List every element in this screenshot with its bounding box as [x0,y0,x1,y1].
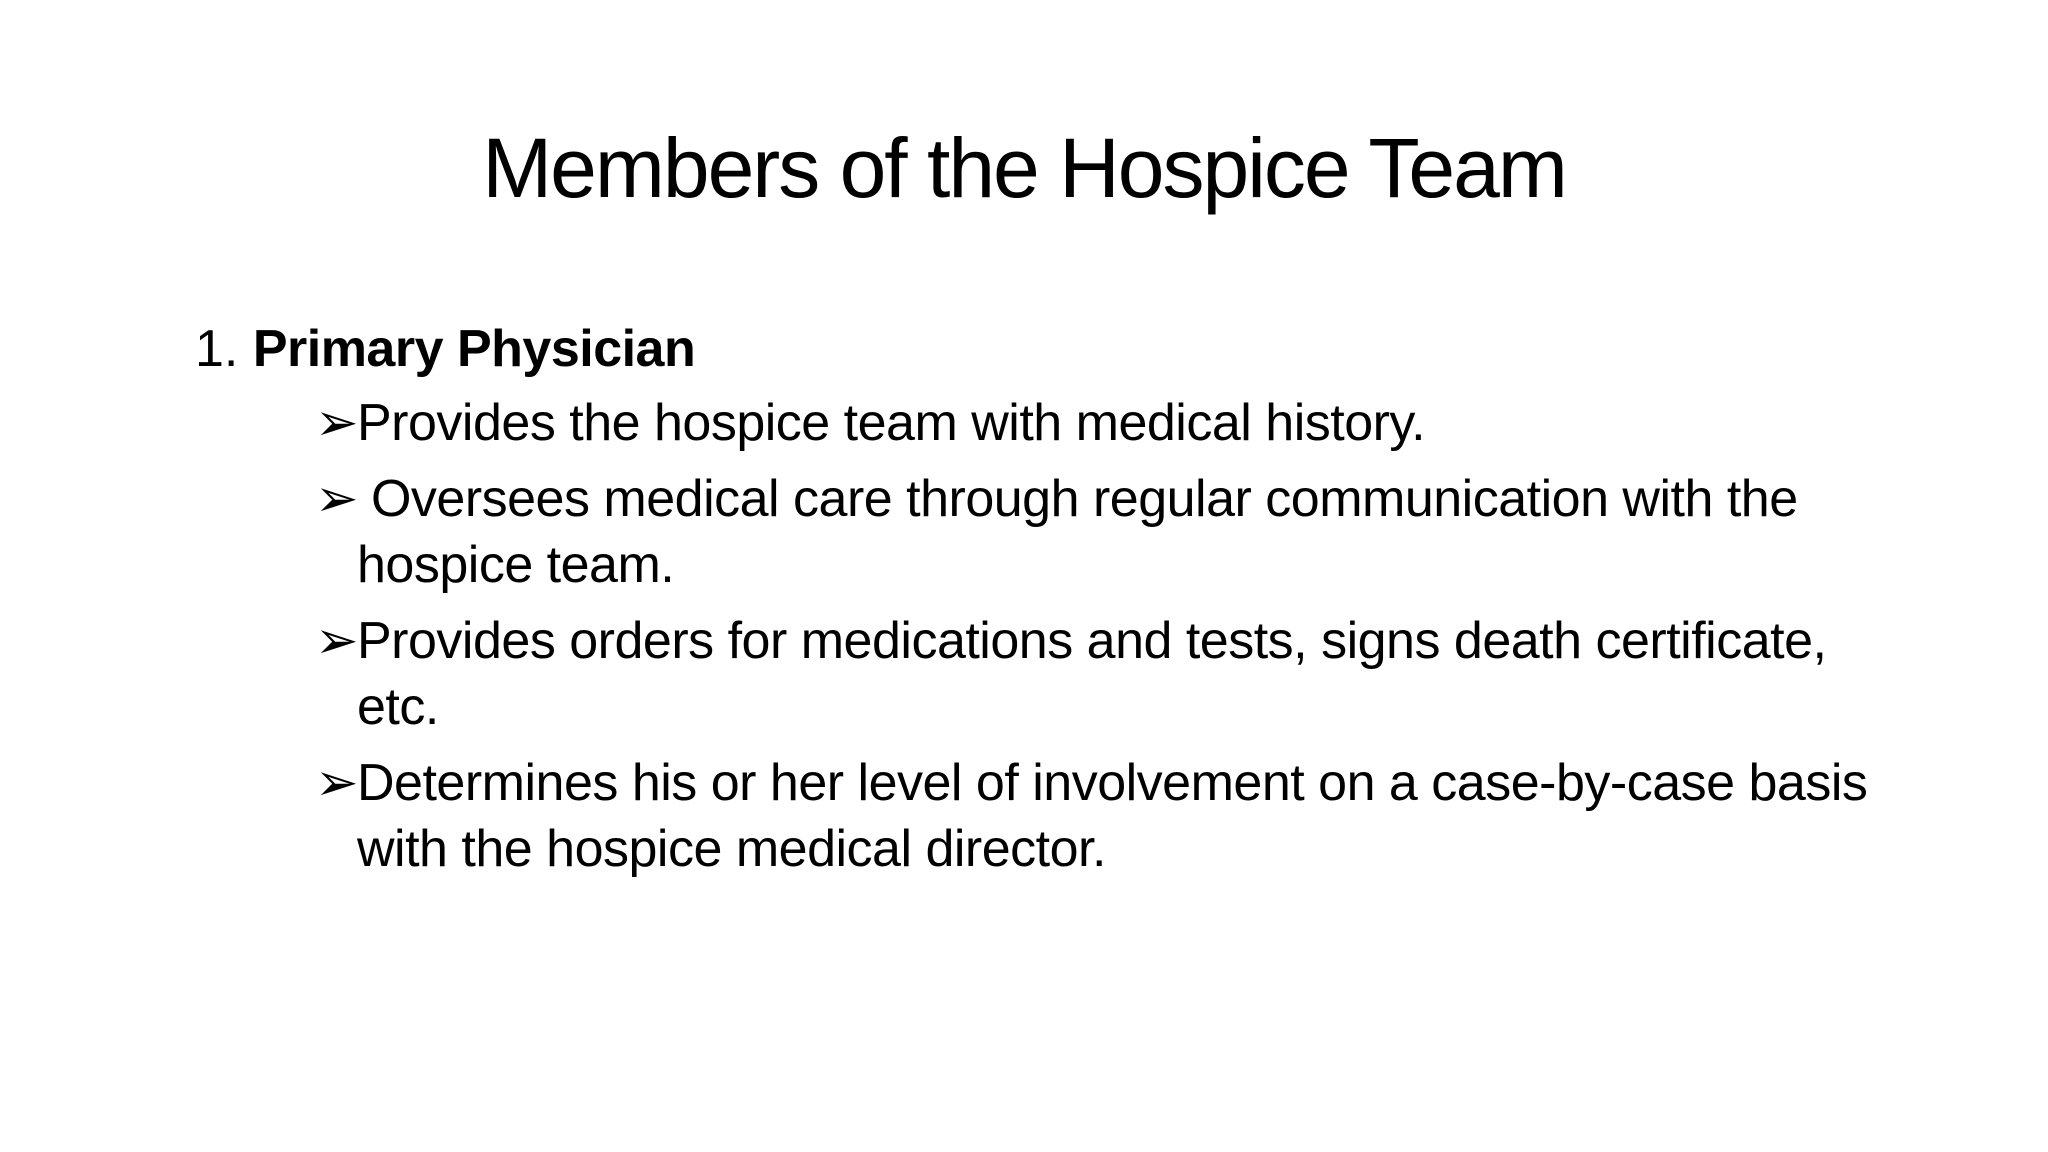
list-item [315,390,1895,456]
bullet-list [195,390,1895,882]
arrow-bullet-icon: ➢ [315,469,359,529]
section-label: Primary Physician [252,320,696,378]
slide-title: Members of the Hospice Team [482,121,1566,215]
list-item [315,466,1895,598]
arrow-bullet-icon: ➢ [315,611,359,671]
list-item-text: Provides the hospice team with medical history. [357,394,1426,452]
list-item [315,750,1895,882]
list-item [315,608,1895,740]
arrow-bullet-icon: ➢ [315,393,359,453]
list-item-text: Oversees medical care through regular communication with the hospice team. [357,470,1812,594]
section-heading [195,314,1895,384]
list-item-text: Provides orders for medications and tests, signs death certificate, etc. [357,612,1827,736]
slide-content [195,314,1895,892]
list-item-text: Determines his or her level of involvement on a case-by-case basis with the hospice medical director. [357,754,1868,878]
arrow-bullet-icon: ➢ [315,753,359,813]
section-number: 1. [195,320,239,378]
